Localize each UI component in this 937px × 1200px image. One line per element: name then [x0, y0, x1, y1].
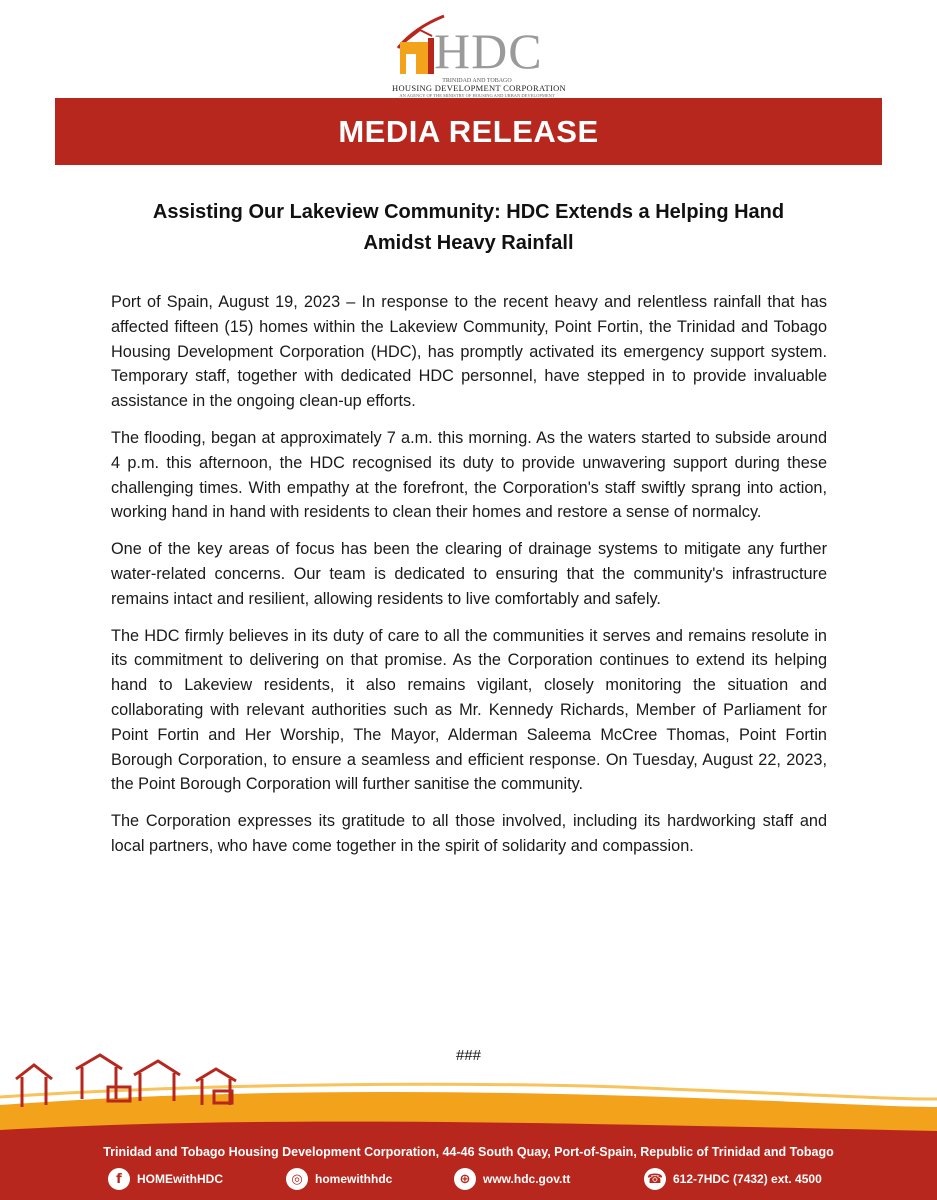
hdc-logo — [392, 14, 566, 98]
logo-organization-name: HOUSING DEVELOPMENT CORPORATION — [392, 83, 566, 93]
phone-label: 612-7HDC (7432) ext. 4500 — [673, 1172, 822, 1186]
body-paragraph: The flooding, began at approximately 7 a.m. this morning. As the waters started to subside around 4 p.m. this afternoon, the HDC recognised its duty to provide unwavering support during these challenging times. With empathy at the forefront, the Corporation's staff swiftly sprang into action, working hand in hand with residents to clean their homes and restore a sense of normalcy. — [111, 428, 827, 522]
logo-wordmark: HDC — [434, 23, 543, 79]
instagram-icon: ◎ — [286, 1168, 308, 1190]
logo-country: TRINIDAD AND TOBAGO — [442, 78, 512, 84]
logo-tagline: AN AGENCY OF THE MINISTRY OF HOUSING AND URBAN DEVELOPMENT — [399, 93, 555, 98]
website-link[interactable] — [454, 1164, 570, 1194]
footer-contacts — [0, 1164, 937, 1194]
press-release-body — [111, 290, 827, 871]
phone-contact — [644, 1164, 822, 1194]
body-paragraph: The HDC firmly believes in its duty of care to all the communities it serves and remains resolute in its commitment to delivering on that promise. As the Corporation continues to extend its helping hand to Lakeview residents, it also remains vigilant, closely monitoring the situation and collaborating with relevant authorities such as Mr. Kennedy Richards, Member of Parliament for Point Fortin and Her Worship, The Mayor, Alderman Saleema McCree Thomas, Point Fortin Borough Corporation, to ensure a seamless and efficient response. On Tuesday, August 22, 2023, the Point Borough Corporation will further sanitise the community. — [111, 626, 827, 794]
headline-line-1: Assisting Our Lakeview Community: HDC Extends a Helping Hand — [152, 201, 785, 223]
facebook-label: HOMEwithHDC — [137, 1172, 223, 1186]
facebook-link[interactable] — [108, 1164, 223, 1194]
website-label: www.hdc.gov.tt — [483, 1172, 571, 1186]
footer-address: Trinidad and Tobago Housing Development Corporation, 44-46 South Quay, Port-of-Spain, Republic of Trinidad and Tobago — [103, 1145, 834, 1159]
press-release-headline — [110, 197, 827, 259]
body-paragraph: The Corporation expresses its gratitude to all those involved, including its hardworking staff and local partners, who have come together in the spirit of solidarity and compassion. — [111, 812, 827, 855]
globe-icon: ⊕ — [454, 1168, 476, 1190]
end-of-release-mark: ### — [455, 1047, 482, 1064]
facebook-icon: f — [108, 1168, 130, 1190]
body-paragraph: One of the key areas of focus has been the clearing of drainage systems to mitigate any further water-related concerns. Our team is dedicated to ensuring that the community's infrastructure remains intact and resilient, allowing residents to live comfortably and safely. — [111, 540, 827, 608]
instagram-label: homewithhdc — [315, 1172, 393, 1186]
instagram-link[interactable] — [286, 1164, 392, 1194]
media-release-banner: MEDIA RELEASE — [55, 98, 882, 165]
headline-line-2: Amidst Heavy Rainfall — [363, 232, 574, 254]
phone-icon: ☎ — [644, 1168, 666, 1190]
body-paragraph: Port of Spain, August 19, 2023 – In response to the recent heavy and relentless rainfall that has affected fifteen (15) homes within the Lakeview Community, Point Fortin, the Trinidad and Tobago Housing Development Corporation (HDC), has promptly activated its emergency support system. Temporary staff, together with dedicated HDC personnel, have stepped in to provide invaluable assistance in the ongoing clean-up efforts. — [111, 293, 827, 411]
